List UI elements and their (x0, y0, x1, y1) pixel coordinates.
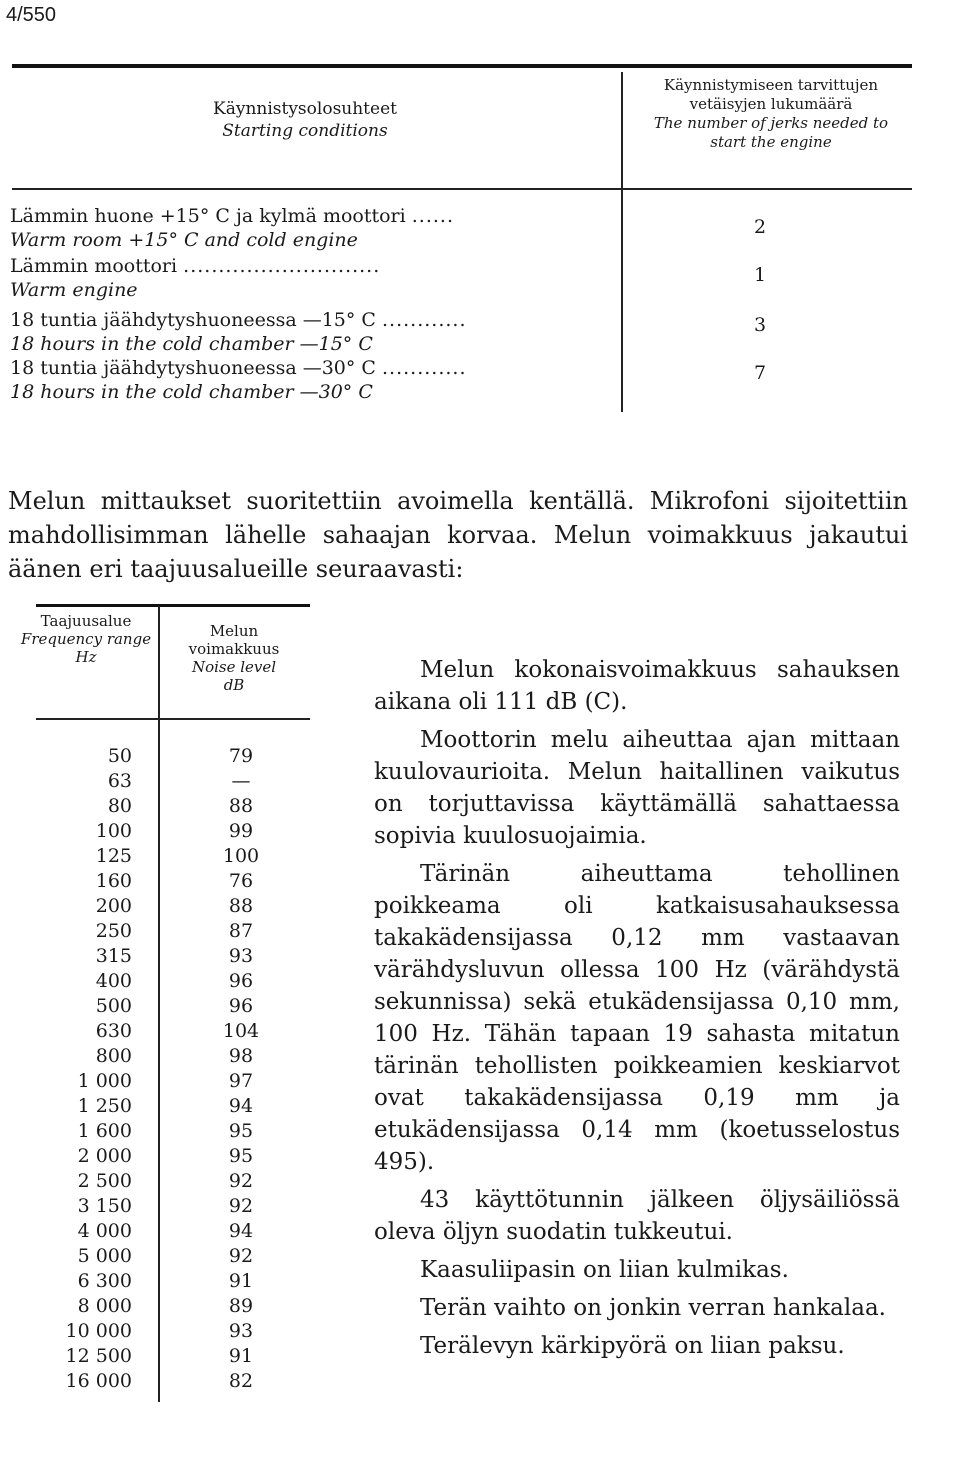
table1-header-jerks (636, 76, 906, 152)
table2-frequency-cell: 6 300 (77, 1270, 132, 1292)
table2-header-frequency-en: Frequency range (20, 630, 152, 648)
table1-header-conditions (100, 98, 510, 142)
table1-row-value: 3 (753, 314, 767, 336)
table2-frequency-cell: 100 (95, 820, 132, 842)
finding-paragraph: Kaasuliipasin on liian kulmikas. (420, 1257, 789, 1283)
table1-row-fi: 18 tuntia jäähdytyshuoneessa —15° C (10, 309, 376, 331)
table2-frequency-cell: 2 500 (77, 1170, 132, 1192)
table1-row-en: Warm room +15° C and cold engine (10, 229, 358, 251)
table2-frequency-cell: 630 (95, 1020, 132, 1042)
table1-row-value: 7 (753, 362, 767, 384)
table2-level-cell: 98 (228, 1045, 254, 1067)
table2-level-cell: 91 (228, 1345, 254, 1367)
table2-level-cell: 88 (228, 795, 254, 817)
table2-header-frequency-fi: Taajuusalue (40, 612, 132, 630)
finding-paragraph: Melun kokonaisvoimakkuus sahauksen aikana oli 111 dB (C). (374, 657, 900, 715)
table2-level-cell: 87 (228, 920, 254, 942)
table2-header-frequency-unit: Hz (75, 648, 97, 666)
table2-level-cell: 92 (228, 1195, 254, 1217)
table2-level-cell: 95 (228, 1145, 254, 1167)
finding-paragraph: Moottorin melu aiheuttaa ajan mittaan kuulovaurioita. Melun haitallinen vaikutus on torjuttavissa käyttämällä sahattaessa sopivia kuulosuojaimia. (374, 727, 900, 849)
table2-level-cell: 95 (228, 1120, 254, 1142)
table1-row (10, 254, 610, 302)
table2-level-cell: 94 (228, 1220, 254, 1242)
table1-row (10, 204, 610, 252)
table2-level-cell: 92 (228, 1170, 254, 1192)
table2-level-cell: 96 (228, 995, 254, 1017)
table2-frequency-cell: 50 (107, 745, 132, 767)
table2-frequency-cell: 63 (107, 770, 132, 792)
table2-frequency-cell: 16 000 (65, 1370, 132, 1392)
table2-frequency-cell: 400 (95, 970, 132, 992)
table2-level-cell: 89 (228, 1295, 254, 1317)
table2-frequency-cell: 2 000 (77, 1145, 132, 1167)
table2-frequency-cell: 80 (107, 795, 132, 817)
table2-frequency-cell: 200 (95, 895, 132, 917)
table2-level-cell: 91 (228, 1270, 254, 1292)
table2-level-cell: 99 (228, 820, 254, 842)
table1-header-rule (12, 188, 912, 190)
table2-column-divider (158, 606, 160, 1402)
table2-frequency-cell: 8 000 (77, 1295, 132, 1317)
leader-dots: ...... (411, 205, 455, 227)
table2-level-column (196, 744, 286, 1394)
table2-header-level-unit: dB (223, 676, 245, 694)
leader-dots: ............ (382, 309, 467, 331)
table2-frequency-cell: 800 (95, 1045, 132, 1067)
table2-frequency-cell: 250 (95, 920, 132, 942)
table2-frequency-cell: 1 600 (77, 1120, 132, 1142)
table1-top-rule (12, 64, 912, 68)
table2-header-level-fi: Melun voimakkuus (188, 622, 280, 658)
table2-frequency-cell: 5 000 (77, 1245, 132, 1267)
table2-level-cell: 94 (228, 1095, 254, 1117)
table2-level-cell: 82 (228, 1370, 254, 1392)
table2-frequency-cell: 3 150 (77, 1195, 132, 1217)
table1-row-fi: 18 tuntia jäähdytyshuoneessa —30° C (10, 357, 376, 379)
table1-header-conditions-en: Starting conditions (222, 121, 388, 141)
table2-frequency-cell: 4 000 (77, 1220, 132, 1242)
finding-paragraph: Terän vaihto on jonkin verran hankalaa. (420, 1295, 886, 1321)
table1-row-value: 2 (753, 216, 767, 238)
table1-column-divider (621, 72, 623, 412)
table1-header-jerks-fi: Käynnistymiseen tarvittujen vetäisyjen lukumäärä (663, 76, 879, 113)
finding-paragraph: 43 käyttötunnin jälkeen öljysäiliössä oleva öljyn suodatin tukkeutui. (374, 1187, 900, 1245)
table2-level-cell: 97 (228, 1070, 254, 1092)
table2-frequency-cell: 500 (95, 995, 132, 1017)
leader-dots: ............ (382, 357, 467, 379)
finding-paragraph: Tärinän aiheuttama tehollinen poikkeama oli katkaisusahauksessa takakädensijassa 0,12 mm vastaavan värähdysluvun ollessa 100 Hz (värähdystä sekunnissa) sekä etukädensijassa 0,10 mm, 100 Hz. Tähän tapaan 19 sahasta mitatun tärinän tehollisten poikkeamien keskiarvot ovat takakädensijassa 0,19 mm ja etukädensijassa 0,14 mm (koetusselostus 495). (374, 861, 900, 1175)
table2-frequency-cell: 1 000 (77, 1070, 132, 1092)
table2-frequency-cell: 1 250 (77, 1095, 132, 1117)
table1-row-fi: Lämmin huone +15° C ja kylmä moottori (10, 205, 406, 227)
finding-paragraph: Terälevyn kärkipyörä on liian paksu. (420, 1333, 845, 1359)
table2-frequency-column (20, 744, 132, 1394)
table1-row-en: Warm engine (10, 279, 138, 301)
table2-header-frequency (20, 612, 152, 666)
table2-level-cell: 104 (222, 1020, 260, 1042)
table2-level-cell: 96 (228, 970, 254, 992)
leader-dots: ............................ (183, 255, 381, 277)
findings-text (374, 654, 900, 1368)
table2-frequency-cell: 125 (95, 845, 132, 867)
table2-level-cell: 92 (228, 1245, 254, 1267)
table2-level-cell: — (231, 770, 251, 792)
table1-row-en: 18 hours in the cold chamber —15° C (10, 333, 373, 355)
table1-row-en: 18 hours in the cold chamber —30° C (10, 381, 373, 403)
table1-row-value: 1 (753, 264, 767, 286)
table2-level-cell: 93 (228, 945, 254, 967)
table2-frequency-cell: 10 000 (65, 1320, 132, 1342)
table2-level-cell: 76 (228, 870, 254, 892)
table2-header-level (164, 622, 304, 694)
table2-frequency-cell: 315 (95, 945, 132, 967)
noise-measurement-paragraph: Melun mittaukset suoritettiin avoimella kentällä. Mikrofoni sijoitettiin mahdollisimman lähelle sahaajan korvaa. Melun voimakkuus jakautui äänen eri taajuusalueille seuraavasti: (8, 487, 908, 583)
page-number: 4/550 (6, 4, 57, 26)
table1-row (10, 356, 610, 404)
table2-header-level-en: Noise level (191, 658, 277, 676)
table1-row (10, 308, 610, 356)
table2-header-rule (36, 718, 310, 720)
table1-header-jerks-en: The number of jerks needed to start the engine (653, 114, 889, 151)
table2-level-cell: 93 (228, 1320, 254, 1342)
table2-frequency-cell: 160 (95, 870, 132, 892)
table2-level-cell: 79 (228, 745, 254, 767)
table2-top-rule (36, 604, 310, 607)
table1-header-conditions-fi: Käynnistysolosuhteet (213, 99, 397, 119)
table1-row-fi: Lämmin moottori (10, 255, 178, 277)
table2-frequency-cell: 12 500 (65, 1345, 132, 1367)
table2-level-cell: 100 (222, 845, 260, 867)
table2-level-cell: 88 (228, 895, 254, 917)
